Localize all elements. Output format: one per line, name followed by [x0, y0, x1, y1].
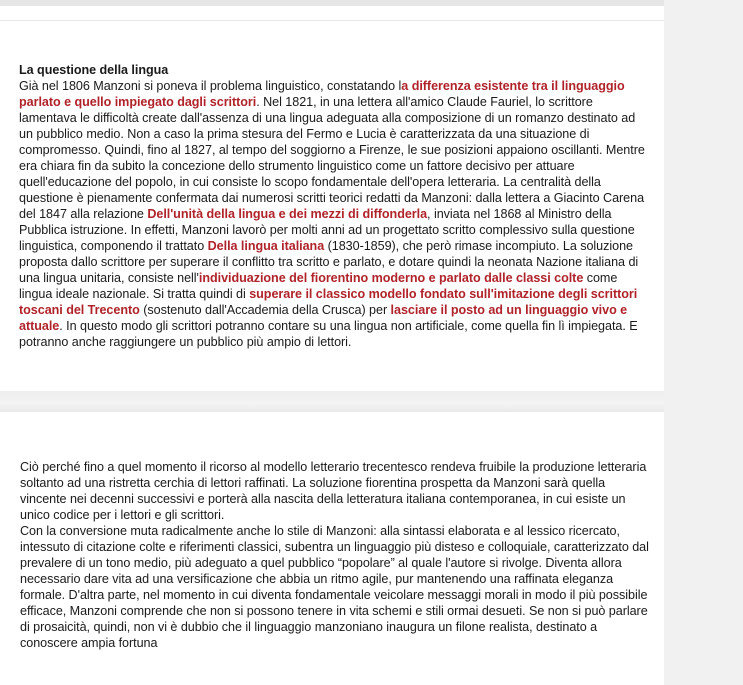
- top-divider: [0, 20, 664, 21]
- text-run: come lingua ideale nazionale. Si tratta quindi di: [19, 271, 618, 301]
- highlight-run: individuazione del fiorentino moderno e parlato dalle classi colte: [198, 271, 584, 285]
- section-title: La questione della lingua: [19, 63, 169, 77]
- text-run: . In questo modo gli scrittori potranno contare su una lingua non artificiale, come quella fin lì impiegata. E potranno anche raggiungere un pubblico più ampio di lettori.: [19, 319, 638, 349]
- top-strip: [0, 0, 664, 6]
- right-gutter: [664, 0, 743, 685]
- section-1: [19, 62, 649, 350]
- highlight-run: superare il classico modello fondato sull'imitazione degli scrittori toscani del Trecento: [19, 287, 638, 317]
- highlight-run: Dell'unità della lingua e dei mezzi di diffonderla: [147, 207, 428, 221]
- section-2-paragraph-1: Ciò perché fino a quel momento il ricorso al modello letterario trecentesco rendeva fruibile la produzione letteraria soltanto ad una ristretta cerchia di lettori raffinati. La soluzione fiorentina prospetta da Manzoni sarà quella vincente nei decenni successivi e porterà alla nascita della letteratura italiana contemporanea, in cui esiste un unico codice per i lettori e gli scrittori.: [20, 460, 647, 522]
- text-run: Già nel 1806 Manzoni si poneva il problema linguistico, constatando l: [19, 79, 402, 93]
- text-run: , inviata nel 1868 al Ministro della Pubblica istruzione. In effetti, Manzoni lavorò per molti anni ad un progettato scritto complessivo sulla questione linguistica, componendo il trattato: [19, 207, 635, 253]
- highlight-run: Della lingua italiana: [207, 239, 325, 253]
- section-2-paragraph-2: Con la conversione muta radicalmente anche lo stile di Manzoni: alla sintassi elaborata e al lessico ricercato, intessuto di citazione colte e riferimenti classici, subentra un linguaggio più disteso e colloquiale, caratterizzato dal prevalere di un tono medio, più adeguato a quel pubblico “popolare” al quale l'autore si rivolge. Diventa allora necessario dare vita ad una versificazione che abbia un ritmo agile, pur mantenendo una raffinata eleganza formale. D'altra parte, nel momento in cui diventa fondamentale veicolare messaggi morali in modo il più possibile efficace, Manzoni comprende che non si possono tenere in vita schemi e stili ormai desueti. Se non si può parlare di prosaicità, quindi, non vi è dubbio che il linguaggio manzoniano inaugura un filone realista, destinato a conoscere ampia fortuna: [20, 524, 649, 650]
- highlight-run: lasciare il posto ad un linguaggio vivo e attuale: [19, 303, 628, 333]
- text-run: (sostenuto dall'Accademia della Crusca) per: [139, 303, 391, 317]
- section-2: [20, 459, 650, 651]
- text-run: (1830-1859), che però rimase incompiuto. La soluzione proposta dallo scrittore per superare il conflitto tra scritto e parlato, e dotare quindi la neonata Nazione italiana di una lingua unitaria, consiste nell': [19, 239, 639, 285]
- section-1-paragraph: [19, 78, 649, 350]
- highlight-run: a differenza esistente tra il linguaggio parlato e quello impiegato dagli scrittori: [19, 79, 625, 109]
- page-separator: [0, 391, 664, 412]
- text-run: . Nel 1821, in una lettera all'amico Claude Fauriel, lo scrittore lamentava le difficoltà create dall'assenza di una lingua adeguata alla composizione di un romanzo destinato ad un pubblico medio. Non a caso la prima stesura del Fermo e Lucia è caratterizzata da una situazione di compromesso. Quindi, fino al 1827, al tempo del soggiorno a Firenze, le sue posizioni appaiono oscillanti. Mentre era chiara fin da subito la concezione dello strumento linguistico come un fattore decisivo per attuare quell'educazione del popolo, in cui consiste lo scopo fondamentale dell'opera letteraria. La centralità della questione è pienamente confermata dai numerosi scritti teorici redatti da Manzoni: dalla lettera a Giacinto Carena del 1847 alla relazione: [19, 95, 645, 221]
